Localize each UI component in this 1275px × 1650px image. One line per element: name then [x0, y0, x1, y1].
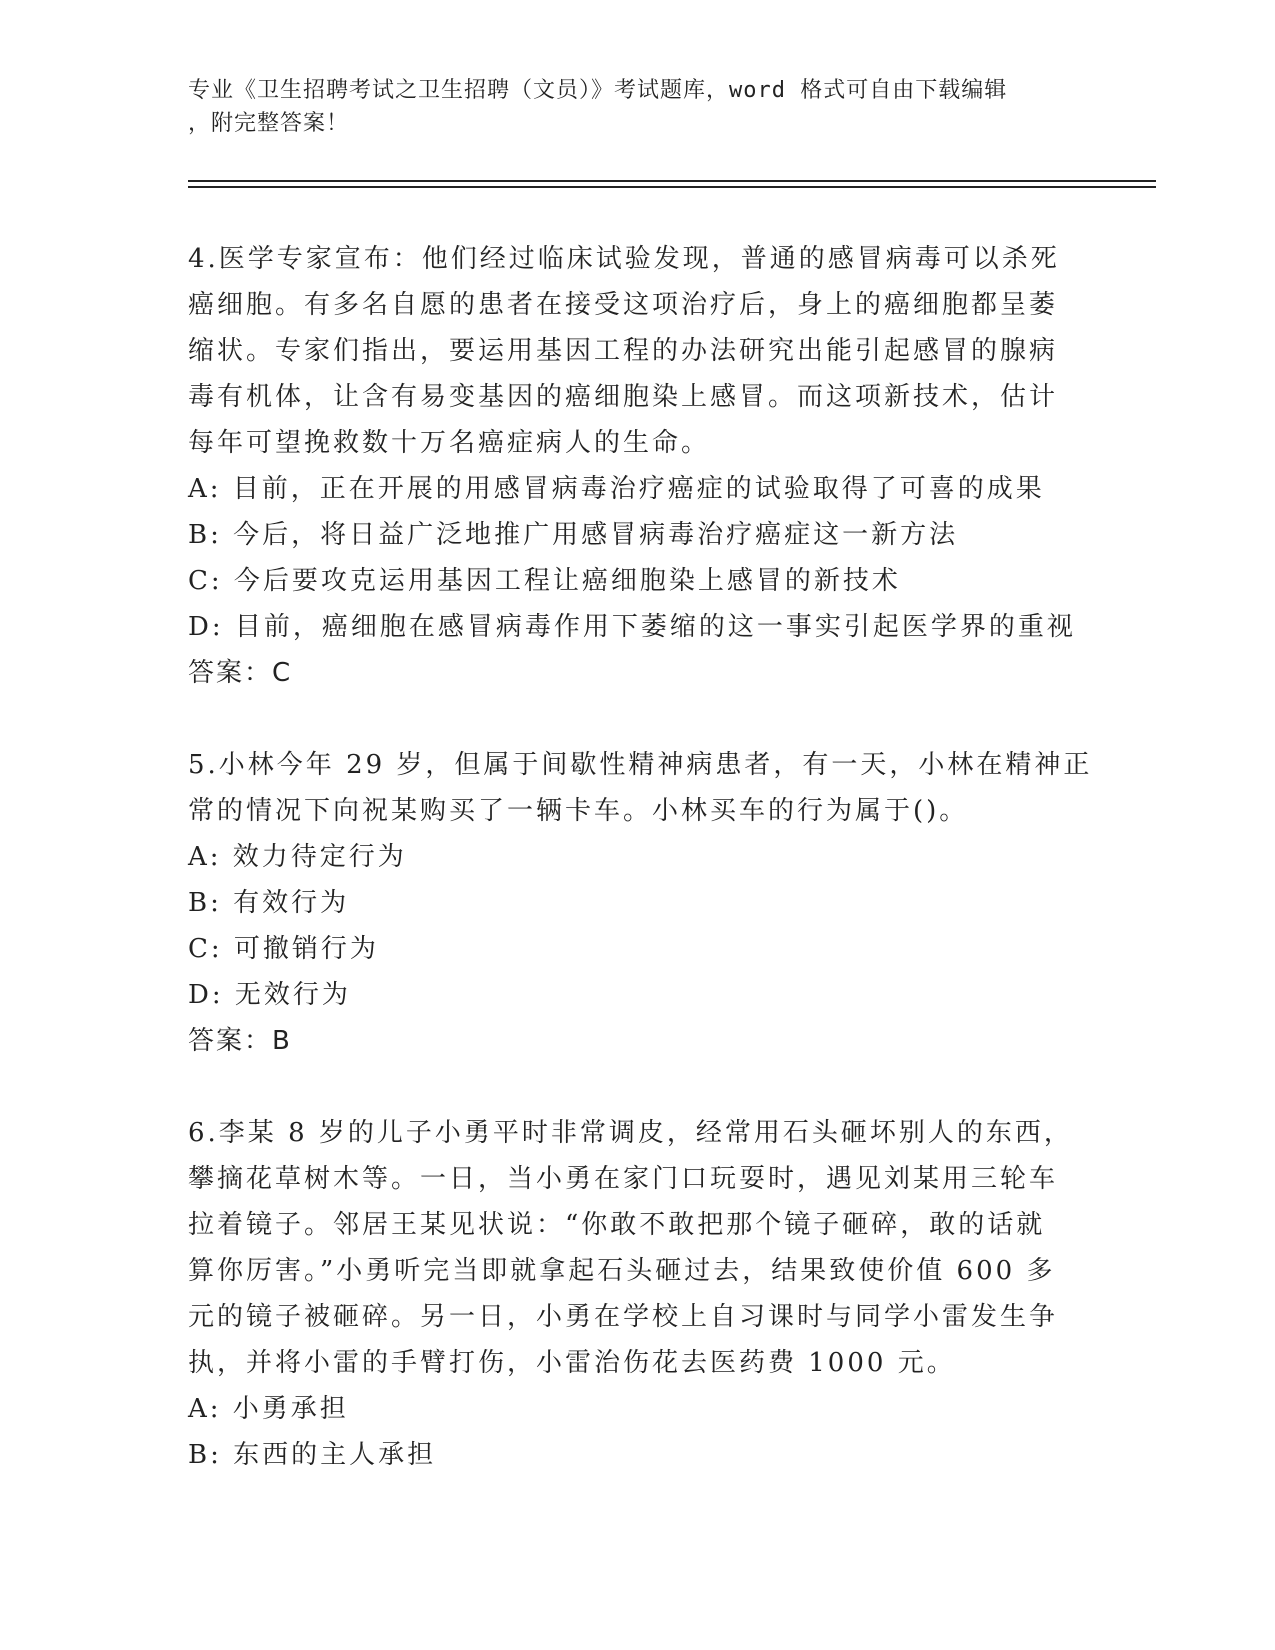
question-text-line: 4.医学专家宣布：他们经过临床试验发现，普通的感冒病毒可以杀死: [188, 244, 1060, 274]
header-line-1: 专业《卫生招聘考试之卫生招聘（文员）》考试题库，word 格式可自由下载编辑: [188, 78, 1008, 103]
option-c: C: 可撤销行为: [188, 934, 379, 964]
question-text-line: 攀摘花草树木等。一日，当小勇在家门口玩耍时，遇见刘某用三轮车: [188, 1164, 1059, 1194]
question-text-line: 执，并将小雷的手臂打伤，小雷治伤花去医药费 1000 元。: [188, 1348, 956, 1378]
option-d: D: 无效行为: [188, 980, 351, 1010]
question-text-line: 每年可望挽救数十万名癌症病人的生命。: [188, 428, 711, 458]
question-4: [188, 236, 1088, 696]
answer-label: 答案：B: [188, 1026, 292, 1056]
option-a: A: 目前，正在开展的用感冒病毒治疗癌症的试验取得了可喜的成果: [188, 474, 1045, 504]
header-divider-top: [188, 180, 1156, 182]
question-text-line: 常的情况下向祝某购买了一辆卡车。小林买车的行为属于()。: [188, 796, 969, 826]
question-text-line: 缩状。专家们指出，要运用基因工程的办法研究出能引起感冒的腺病: [188, 336, 1059, 366]
option-a: A: 小勇承担: [188, 1394, 349, 1424]
document-header: [188, 74, 1068, 140]
option-c: C: 今后要攻克运用基因工程让癌细胞染上感冒的新技术: [188, 566, 901, 596]
question-text-line: 5.小林今年 29 岁，但属于间歇性精神病患者，有一天，小林在精神正: [188, 750, 1093, 780]
header-divider-bottom: [188, 186, 1156, 188]
option-b: B: 今后，将日益广泛地推广用感冒病毒治疗癌症这一新方法: [188, 520, 959, 550]
question-6: [188, 1110, 1088, 1478]
option-b: B: 东西的主人承担: [188, 1440, 437, 1470]
question-5: [188, 742, 1093, 1064]
option-a: A: 效力待定行为: [188, 842, 407, 872]
answer-label: 答案：C: [188, 658, 293, 688]
question-text-line: 6.李某 8 岁的儿子小勇平时非常调皮，经常用石头砸坏别人的东西，: [188, 1118, 1073, 1148]
question-text-line: 元的镜子被砸碎。另一日，小勇在学校上自习课时与同学小雷发生争: [188, 1302, 1059, 1332]
question-text-line: 算你厉害。”小勇听完当即就拿起石头砸过去，结果致使价值 600 多: [188, 1256, 1056, 1286]
question-text-line: 拉着镜子。邻居王某见状说：“你敢不敢把那个镜子砸碎，敢的话就: [188, 1210, 1046, 1240]
question-text-line: 毒有机体，让含有易变基因的癌细胞染上感冒。而这项新技术，估计: [188, 382, 1059, 412]
option-b: B: 有效行为: [188, 888, 350, 918]
question-text-line: 癌细胞。有多名自愿的患者在接受这项治疗后，身上的癌细胞都呈萎: [188, 290, 1059, 320]
question-list: [188, 236, 1093, 1524]
option-d: D: 目前，癌细胞在感冒病毒作用下萎缩的这一事实引起医学界的重视: [188, 612, 1076, 642]
header-line-2: ，附完整答案！: [188, 111, 350, 136]
